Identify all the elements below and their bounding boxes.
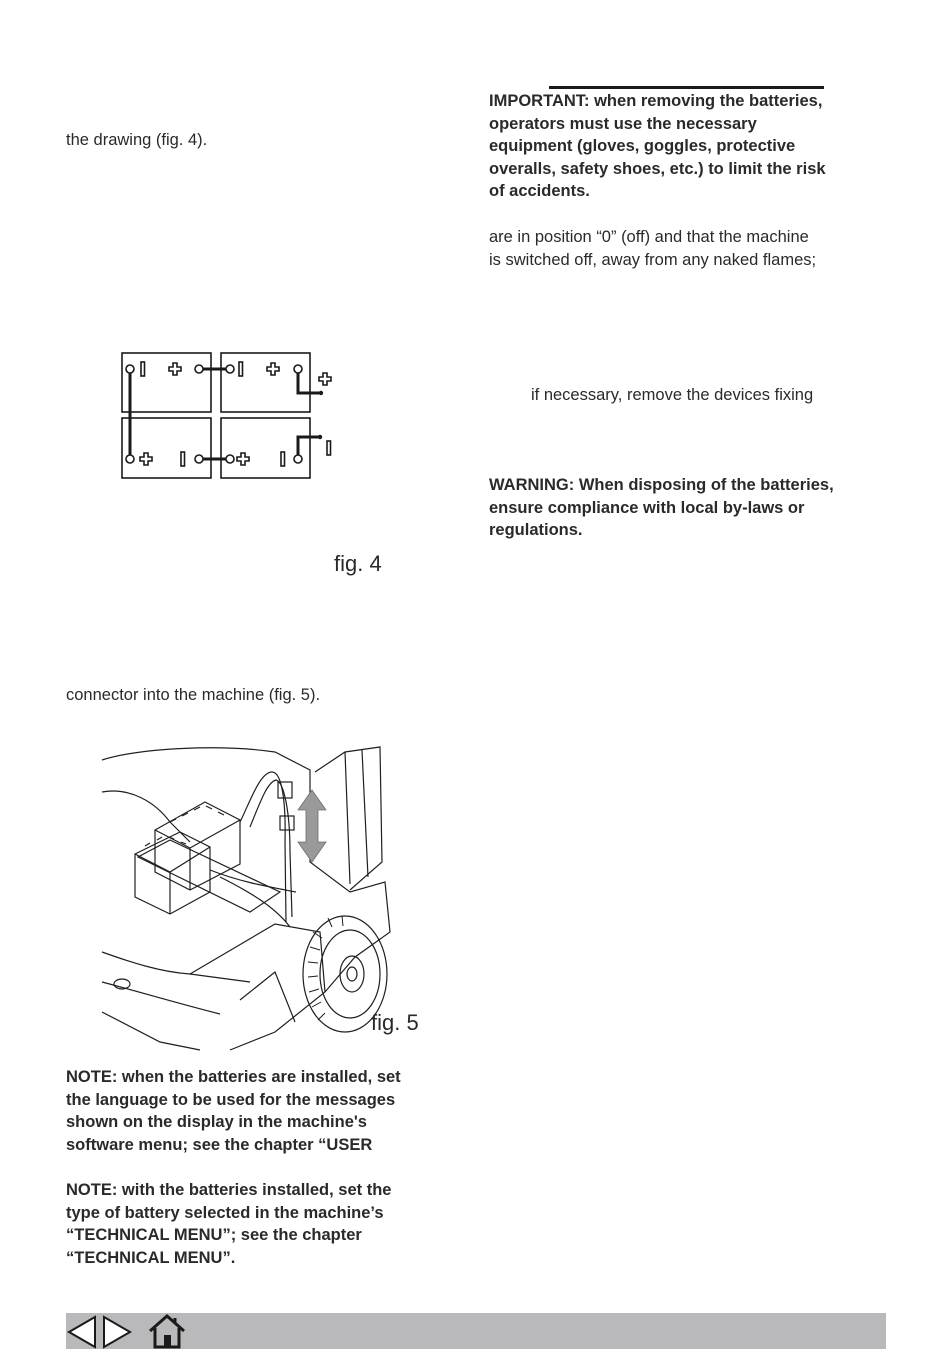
- note-battery-type: NOTE: with the batteries installed, set the type of battery selected in the machine’s “TECHNICAL MENU”; see the chapter “TECHNICAL MENU”.: [66, 1181, 392, 1267]
- paragraph-fig4-intro: the drawing (fig. 4).: [66, 131, 208, 149]
- step-check-switches: are in position “0” (off) and that the machine is switched off, away from any naked flames;: [489, 228, 817, 269]
- step-remove-fixing-devices: if necessary, remove the devices fixing: [531, 386, 814, 404]
- next-page-icon[interactable]: [101, 1314, 133, 1350]
- note-language-setting: NOTE: when the batteries are installed, set the language to be used for the messages shown on the display in the machine's software menu; see the chapter “USER: [66, 1068, 401, 1154]
- battery-compartment-drawing: [100, 742, 395, 1052]
- footer-nav-bar: [66, 1313, 886, 1349]
- fig5-caption: fig. 5: [371, 1010, 419, 1035]
- paragraph-fig5-intro: connector into the machine (fig. 5).: [66, 686, 321, 704]
- battery-wiring-diagram: [115, 345, 345, 485]
- important-notice: IMPORTANT: when removing the batteries, operators must use the necessary equipment (gloves, goggles, protective overalls, safety shoes, etc.) to limit the risk of accidents.: [489, 92, 826, 200]
- fig4-caption: fig. 4: [334, 551, 382, 576]
- previous-page-icon[interactable]: [66, 1314, 98, 1350]
- home-icon[interactable]: [147, 1312, 187, 1350]
- warning-disposal: WARNING: When disposing of the batteries, ensure compliance with local by-laws or regulations.: [489, 476, 834, 539]
- section-heading-rule: [549, 86, 824, 89]
